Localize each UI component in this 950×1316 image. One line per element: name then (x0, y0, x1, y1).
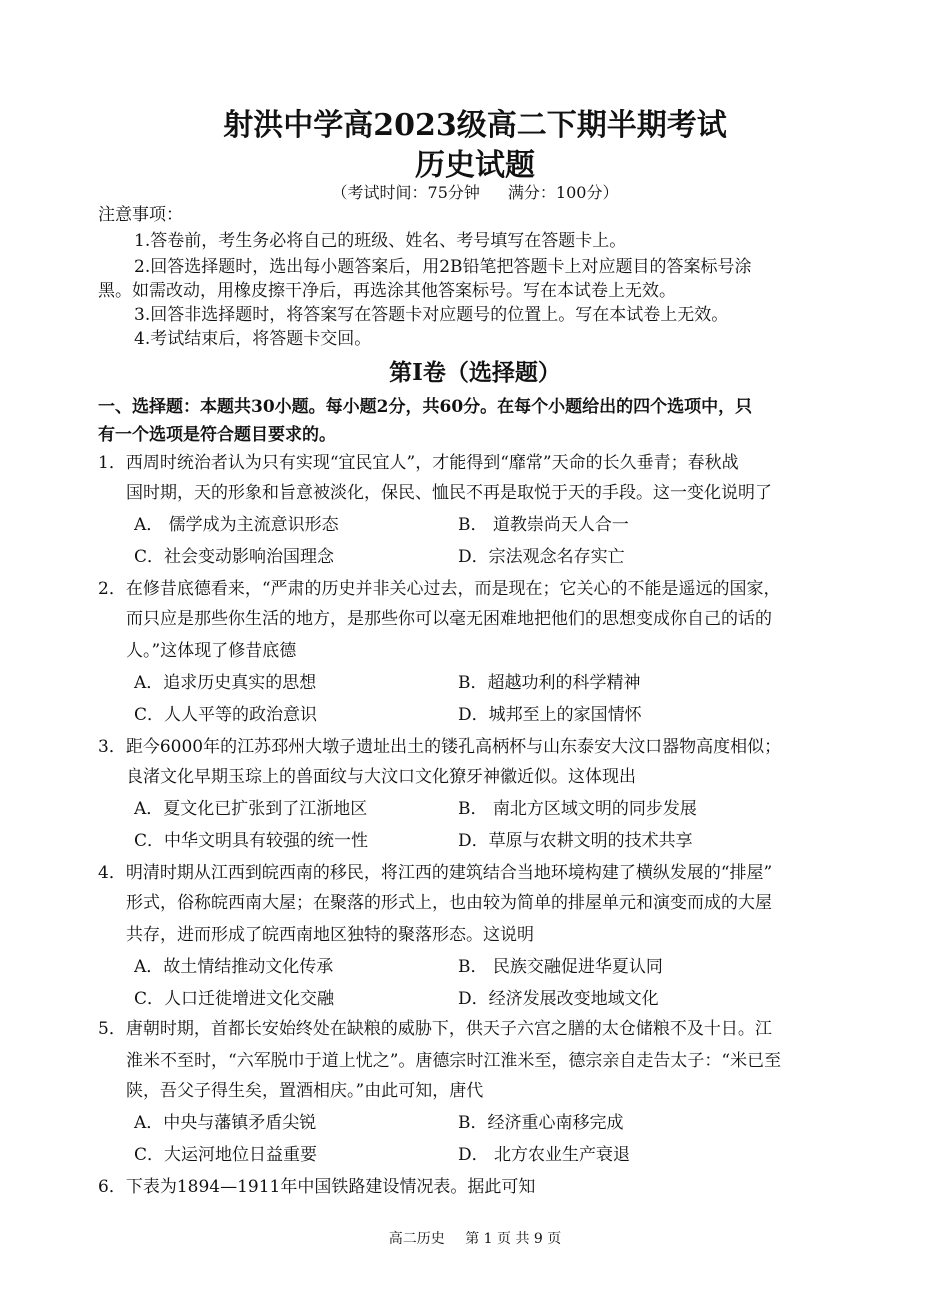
question-2-option-b: B．超越功利的科学精神 (458, 673, 641, 693)
question-5-option-a: A．中央与藩镇矛盾尖锐 (134, 1113, 317, 1133)
exam-score: 满分：100分） (507, 183, 619, 202)
notice-item: 3.回答非选择题时，将答案写在答题卡对应题号的位置上。写在本试卷上无效。 (134, 305, 729, 325)
question-4-option-c: C．人口迁徙增进文化交融 (134, 989, 335, 1009)
question-2-option-c: C．人人平等的政治意识 (134, 705, 318, 725)
footer-page-number: 第 1 页 共 9 页 (465, 1231, 562, 1247)
subject-title: 历史试题 (415, 148, 535, 183)
question-4-stem: 4．明清时期从江西到皖西南的移民，将江西的建筑结合当地环境构建了横纵发展的“排屋” (98, 863, 773, 883)
exam-title: 射洪中学高2023级高二下期半期考试 (223, 108, 727, 143)
question-1-option-b: B． 道教崇尚天人合一 (458, 515, 629, 535)
question-5-stem: 陕，吾父子得生矣，置酒相庆。”由此可知，唐代 (126, 1081, 484, 1101)
question-5-option-b: B．经济重心南移完成 (458, 1113, 624, 1133)
question-4-option-a: A．故土情结推动文化传承 (134, 957, 334, 977)
section-title: 第I卷（选择题） (389, 359, 561, 386)
instruction-line: 有一个选项是符合题目要求的。 (98, 425, 336, 445)
question-3-stem: 良渚文化早期玉琮上的兽面纹与大汶口文化獠牙神徽近似。这体现出 (126, 767, 636, 787)
question-5-option-d: D． 北方农业生产衰退 (458, 1145, 631, 1165)
question-5-stem: 淮米不至时，“六军脱巾于道上忧之”。唐德宗时江淮米至，德宗亲自走告太子：“米已至 (126, 1051, 782, 1071)
exam-meta (0, 180, 950, 203)
question-3-option-d: D．草原与农耕文明的技术共享 (458, 831, 693, 851)
page-footer (0, 1228, 950, 1248)
question-5-option-c: C．大运河地位日益重要 (134, 1145, 318, 1165)
question-1-option-d: D．宗法观念名存实亡 (458, 547, 625, 567)
notice-item: 1.答卷前，考生务必将自己的班级、姓名、考号填写在答题卡上。 (134, 231, 627, 251)
question-2-option-d: D．城邦至上的家国情怀 (458, 705, 642, 725)
question-1-stem: 国时期，天的形象和旨意被淡化，保民、恤民不再是取悦于天的手段。这一变化说明了 (126, 483, 772, 503)
question-4-stem: 形式，俗称皖西南大屋；在聚落的形式上，也由较为简单的排屋单元和演变而成的大屋 (126, 893, 772, 913)
question-6-stem: 6．下表为1894—1911年中国铁路建设情况表。据此可知 (98, 1177, 536, 1197)
question-3-option-c: C．中华文明具有较强的统一性 (134, 831, 369, 851)
question-2-stem: 人。”这体现了修昔底德 (126, 641, 297, 661)
notice-item: 黑。如需改动，用橡皮擦干净后，再选涂其他答案标号。写在本试卷上无效。 (98, 281, 676, 301)
question-3-option-b: B． 南北方区域文明的同步发展 (458, 799, 697, 819)
exam-time: （考试时间：75分钟 (331, 183, 480, 202)
question-4-stem: 共存，进而形成了皖西南地区独特的聚落形态。这说明 (126, 925, 534, 945)
notice-item: 4.考试结束后，将答题卡交回。 (134, 329, 372, 349)
question-2-stem: 2．在修昔底德看来，“严肃的历史并非关心过去，而是现在；它关心的不能是遥远的国家， (98, 579, 781, 599)
question-1-option-a: A． 儒学成为主流意识形态 (134, 515, 339, 535)
question-1-option-c: C．社会变动影响治国理念 (134, 547, 335, 567)
question-4-option-d: D．经济发展改变地域文化 (458, 989, 659, 1009)
question-1-stem: 1．西周时统治者认为只有实现“宜民宜人”，才能得到“靡常”天命的长久垂青；春秋战 (98, 453, 739, 473)
question-2-option-a: A．追求历史真实的思想 (134, 673, 317, 693)
question-3-option-a: A．夏文化已扩张到了江浙地区 (134, 799, 368, 819)
question-2-stem: 而只应是那些你生活的地方，是那些你可以毫无困难地把他们的思想变成你自己的话的 (126, 609, 772, 629)
notice-heading: 注意事项： (98, 205, 183, 225)
question-3-stem: 3．距今6000年的江苏邳州大墩子遗址出土的镂孔高柄杯与山东泰安大汶口器物高度相似； (98, 737, 782, 757)
question-4-option-b: B． 民族交融促进华夏认同 (458, 957, 663, 977)
notice-item: 2.回答选择题时，选出每小题答案后，用2B铅笔把答题卡上对应题目的答案标号涂 (134, 257, 752, 277)
instruction-line: 一、选择题：本题共30小题。每小题2分，共60分。在每个小题给出的四个选项中，只 (98, 397, 753, 417)
question-5-stem: 5．唐朝时期，首都长安始终处在缺粮的威胁下，供天子六宫之膳的太仓储粮不及十日。江 (98, 1019, 772, 1039)
footer-subject: 高二历史 (388, 1231, 445, 1247)
